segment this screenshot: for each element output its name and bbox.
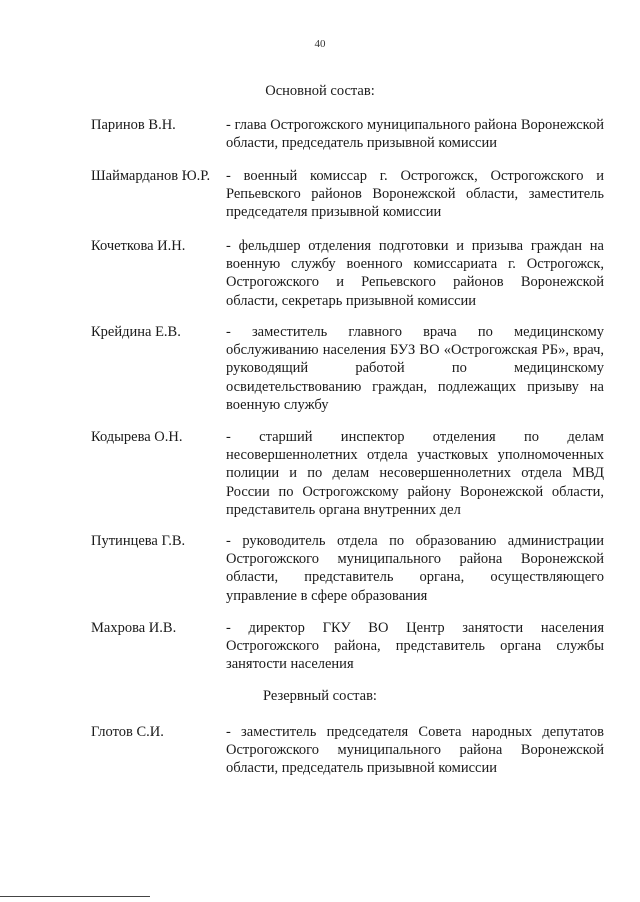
member-role: - старший инспектор отделения по делам несовершеннолетних отдела участковых уполномоченных полиции и по делам несовершеннолетних отдела МВД России по Острогожскому району Воронежской области, представитель органа внутренних дел xyxy=(226,429,604,518)
member-role: - директор ГКУ ВО Центр занятости населения Острогожского района, представитель органа службы занятости населения xyxy=(226,620,604,673)
member-name: Крейдина Е.В. xyxy=(91,324,181,340)
member-role: - военный комиссар г. Острогожск, Острогожского и Репьевского районов Воронежской области, заместитель председателя призывной комиссии xyxy=(226,168,604,221)
member-role: - глава Острогожского муниципального района Воронежской области, председатель призывной комиссии xyxy=(226,117,604,152)
member-name: Глотов С.И. xyxy=(91,724,164,740)
member-name: Кочеткова И.Н. xyxy=(91,238,186,254)
member-role: - заместитель главного врача по медицинскому обслуживанию населения БУЗ ВО «Острогожская РБ», врач, руководящий работой по медицинскому освидетельствованию граждан, подлежащих призыву на военную службу xyxy=(226,324,604,413)
member-role: - заместитель председателя Совета народных депутатов Острогожского муниципального района Воронежской области, председатель призывной комиссии xyxy=(226,724,604,777)
page-number: 40 xyxy=(314,38,326,50)
member-name: Махрова И.В. xyxy=(91,620,177,636)
member-role: - фельдшер отделения подготовки и призыва граждан на военную службу военного комиссариата г. Острогожск, Острогожского и Репьевского районов Воронежской области, секретарь призывной комиссии xyxy=(226,238,604,309)
member-name: Шаймарданов Ю.Р. xyxy=(91,168,211,184)
member-name: Кодырева О.Н. xyxy=(91,429,183,445)
member-name: Путинцева Г.В. xyxy=(91,533,186,549)
member-name: Паринов В.Н. xyxy=(91,117,176,133)
main-composition-heading: Основной состав: xyxy=(265,83,375,99)
reserve-composition-heading: Резервный состав: xyxy=(263,688,377,704)
page-edge-line xyxy=(0,896,150,897)
member-role: - руководитель отдела по образованию администрации Острогожского муниципального района Воронежской области, представитель органа, осуществляющего управление в сфере образования xyxy=(226,533,604,604)
